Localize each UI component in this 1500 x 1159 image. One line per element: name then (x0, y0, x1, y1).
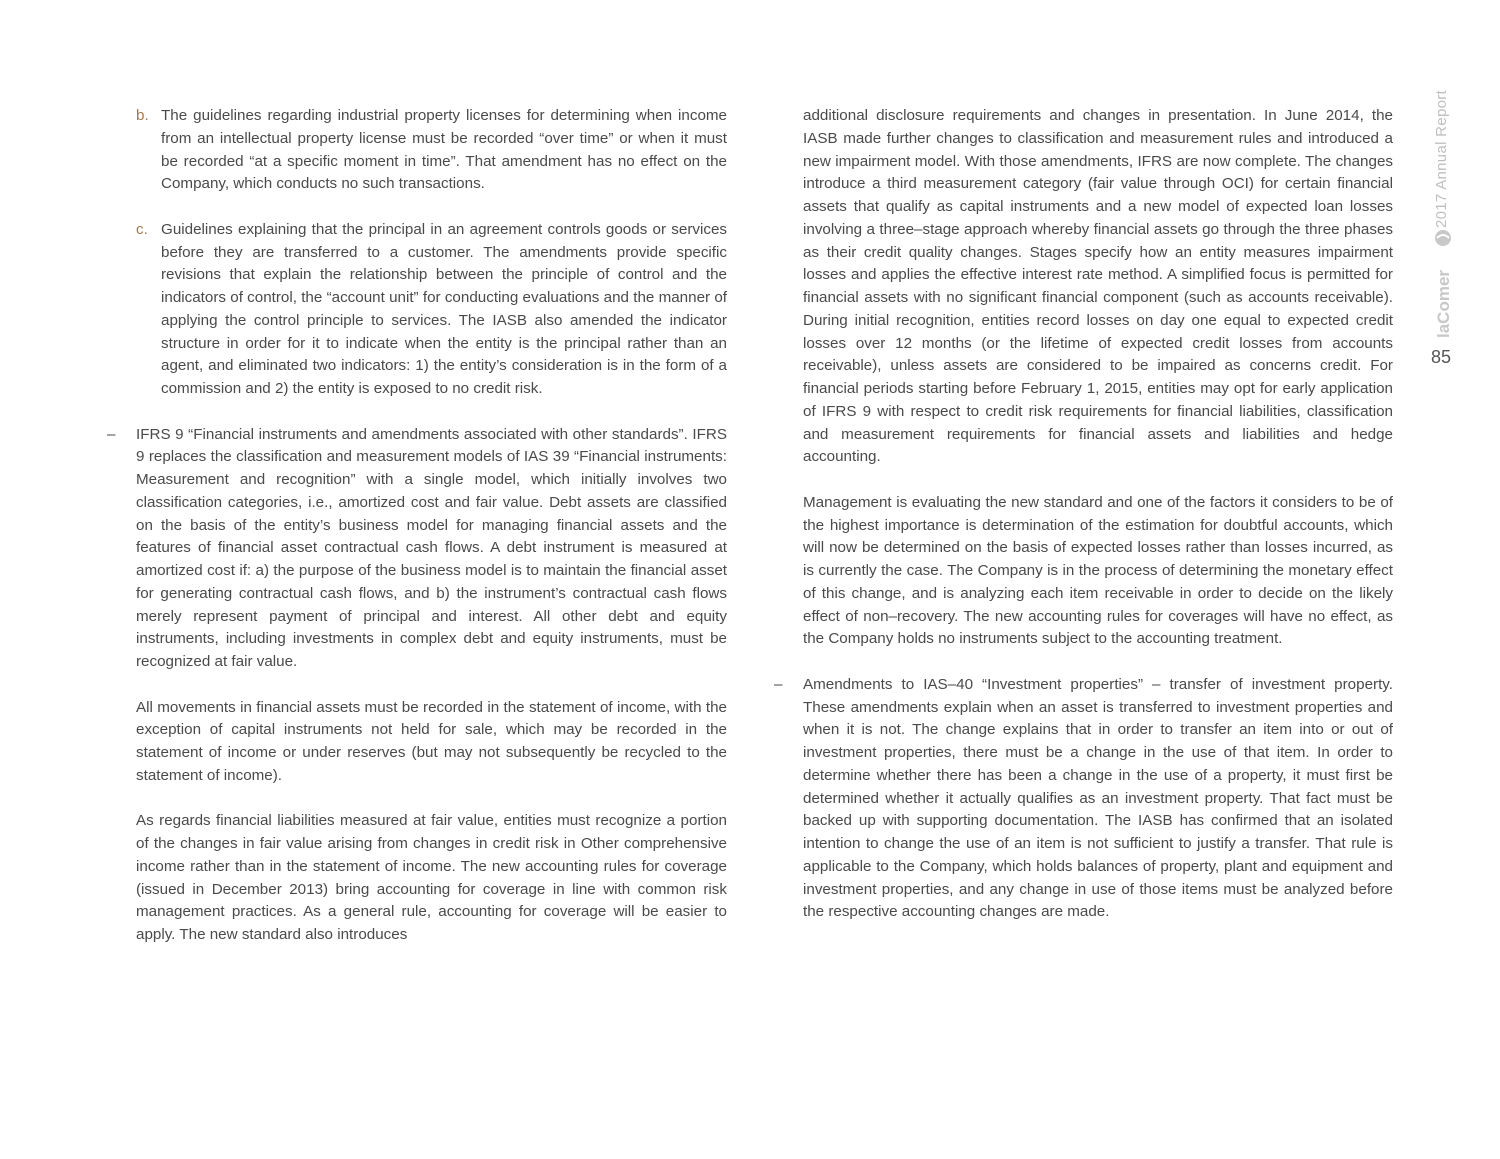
ias40-text: Amendments to IAS–40 “Investment properties” – transfer of investment property. These amendments explain when an asset is transferred to investment properties and when it is not. The change explains that in order to transfer an item into or out of investment properties, there must be a change in the use of that item. In order to determine whether there has been a change in the use of a property, it must first be determined whether it actually qualifies as an investment property. That fact must be backed up with supporting documentation. The IASB has confirmed that an isolated intention to change the use of an item is not sufficient to justify a transfer. That rule is applicable to the Company, which holds balances of property, plant and equipment and investment properties, and any change in use of those items must be analyzed before the respective accounting changes are made. (803, 675, 1393, 921)
left-column (107, 105, 727, 970)
report-title: 2017 Annual Report (1433, 89, 1450, 228)
paragraph-management (774, 492, 1393, 651)
right-column (774, 105, 1393, 947)
paragraph-management-text: Management is evaluating the new standard and one of the factors it considers to be of the highest importance is determination of the estimation for doubtful accounts, which will now be determined on the basis of expected losses rather than losses incurred, as is currently the case. The Company is in the process of determining the monetary effect of this change, and is analyzing each item receivable in order to decide on the likely effect of non–recovery. The new accounting rules for coverages will have no effect, as the Company holds no instruments subject to the accounting treatment. (803, 493, 1393, 648)
ias40-bullet (774, 674, 1393, 924)
list-item-c (107, 219, 727, 401)
dash-marker: – (107, 425, 116, 443)
paragraph-liabilities-text: As regards financial liabilities measured at fair value, entities must recognize a portion of the changes in fair value arising from changes in credit risk in Other comprehensive income rather than in the statement of income. The new accounting rules for coverage (issued in December 2013) bring accounting for coverage in line with common risk management practices. As a general rule, accounting for coverage will be easier to apply. The new standard also introduces (136, 812, 727, 943)
logo-wordmark: laComer (1434, 269, 1453, 338)
sidebar-vertical (1420, 60, 1464, 340)
list-item-b-text: The guidelines regarding industrial property licenses for determining when income from an intellectual property license must be recorded “over time” or when it must be recorded “at a specific moment in time”. That amendment has no effect on the Company, which conducts no such transactions. (161, 107, 727, 193)
ifrs9-text: IFRS 9 “Financial instruments and amendments associated with other standards”. IFRS 9 replaces the classification and measurement models of IAS 39 “Financial instruments: Measurement and recognition” with a single model, which initially involves two classification categories, i.e., amortized cost and fair value. Debt assets are classified on the basis of the entity’s business model for managing financial assets and the features of financial asset contractual cash flows. A debt instrument is measured at amortized cost if: a) the purpose of the business model is to maintain the financial asset for generating contractual cash flows, and b) the instrument’s contractual cash flows merely represent payment of principal and interest. All other debt and equity instruments, including investments in complex debt and equity instruments, must be recognized at fair value. (136, 425, 727, 670)
paragraph-continued (774, 105, 1393, 469)
paragraph-continued-text: additional disclosure requirements and changes in presentation. In June 2014, the IASB made further changes to classification and measurement rules and introduced a new impairment model. With those amendments, IFRS are now complete. The changes introduce a third measurement category (fair value through OCI) for certain financial assets that qualify as capital instruments and a new model of expected loan losses involving a three–stage approach whereby financial assets go through the three phases as their credit quality changes. Stages specify how an entity measures impairment losses and applies the effective interest rate method. A simplified focus is permitted for financial assets with no significant financial component (such as accounts receivable). During initial recognition, entities record losses on day one equal to expected credit losses over 12 months (or the lifetime of expected credit losses from accounts receivable), unless assets are considered to be impaired as concerns credit. For financial periods starting before February 1, 2015, entities may opt for early application of IFRS 9 with respect to credit risk requirements for financial liabilities, classification and measurement requirements for financial assets and liabilities and hedge accounting. (803, 107, 1393, 466)
list-item-b (107, 105, 727, 196)
dash-marker: – (774, 675, 783, 693)
lacomer-logo-icon (1433, 230, 1453, 340)
sidebar (1420, 60, 1464, 380)
paragraph-liabilities (107, 810, 727, 947)
list-item-c-text: Guidelines explaining that the principal in an agreement controls goods or services before they are transferred to a customer. The amendments provide specific revisions that explain the relationship between the principle of control and the indicators of control, the “account unit” for conducting evaluations and the manner of applying the control principle to services. The IASB also amended the indicator structure in order for it to indicate when the entity is the principal rather than an agent, and eliminated two indicators: 1) the entity’s consideration is in the form of a commission and 2) the entity is exposed to no credit risk. (161, 220, 727, 397)
list-marker-c: c. (136, 220, 148, 238)
ifrs9-bullet (107, 424, 727, 674)
list-marker-b: b. (136, 107, 149, 124)
page-number: 85 (1431, 347, 1452, 367)
paragraph-movements-text: All movements in financial assets must be recorded in the statement of income, with the exception of capital instruments not held for sale, which may be recorded in the statement of income or under reserves (but may not subsequently be recycled to the statement of income). (136, 698, 727, 784)
paragraph-movements (107, 697, 727, 788)
